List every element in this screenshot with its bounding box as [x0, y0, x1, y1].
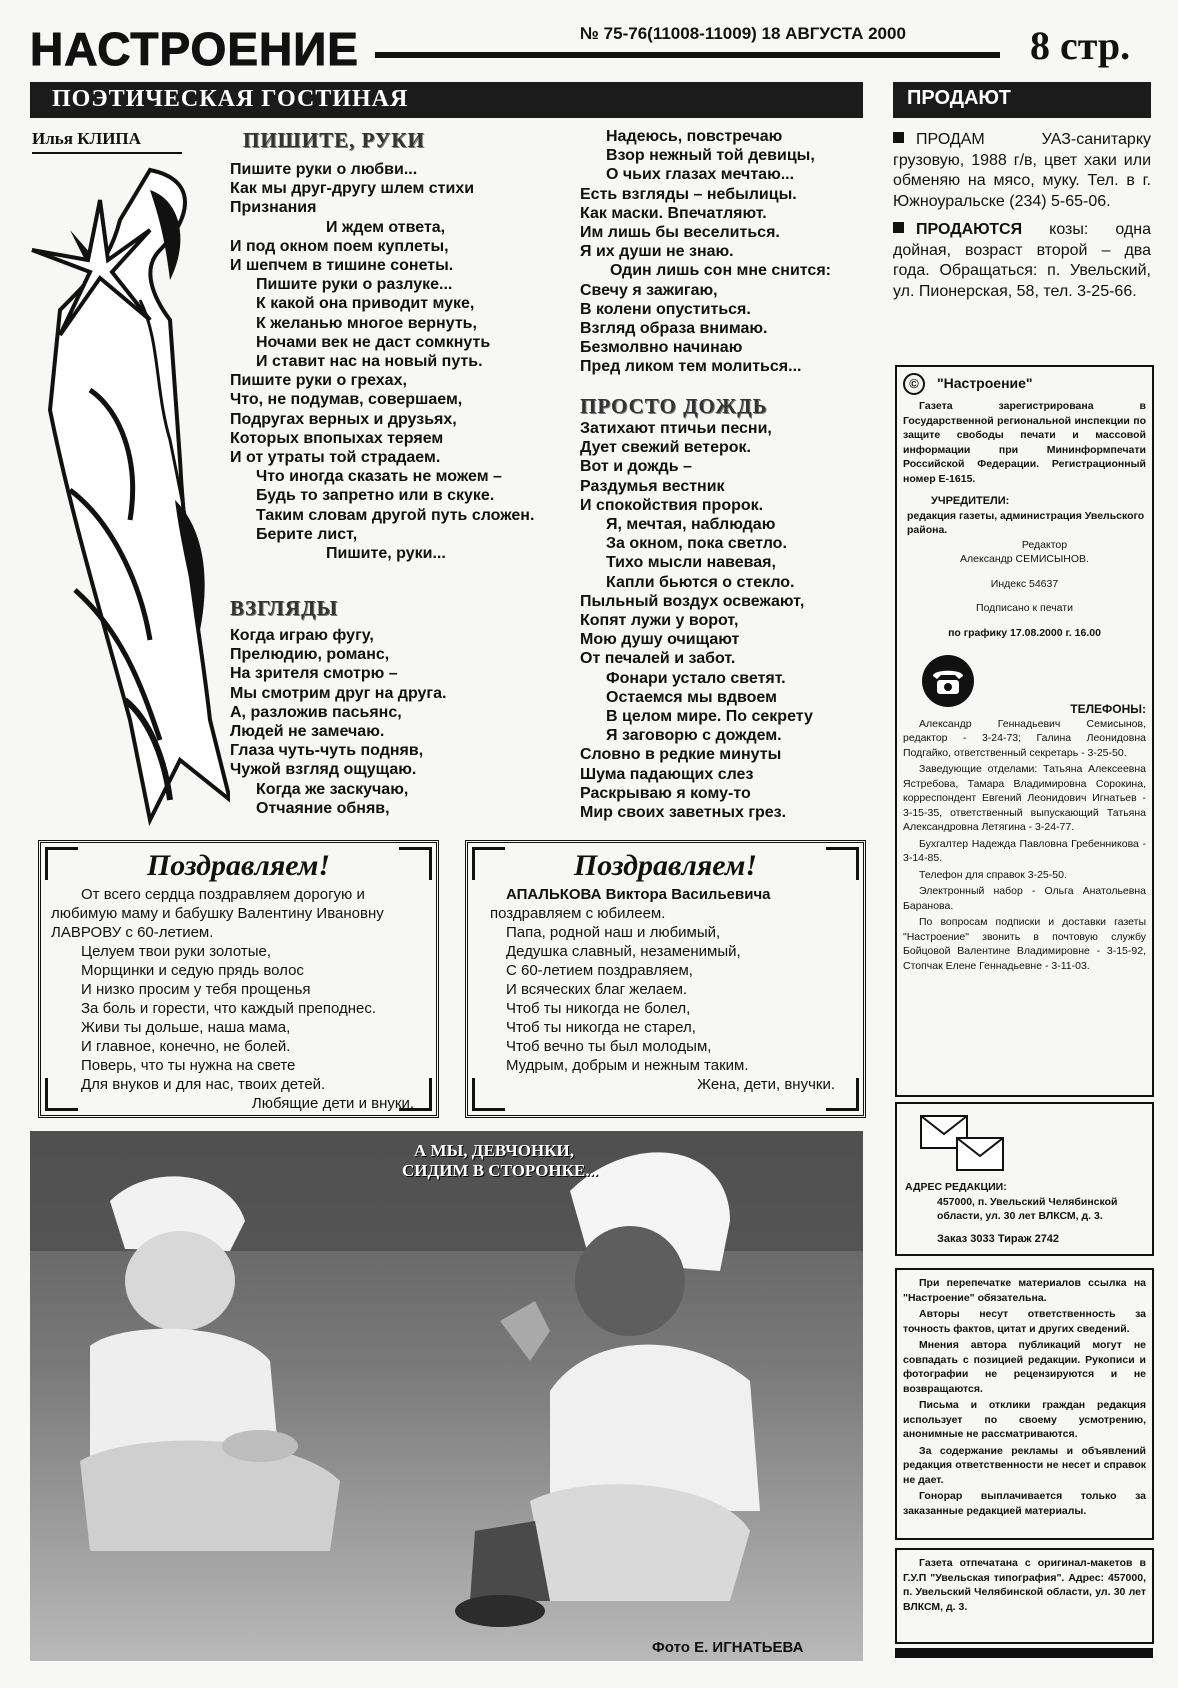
section-bar	[30, 82, 863, 118]
poem-line: Свечу я зажигаю,	[580, 281, 718, 299]
congrats-line: И всяческих благ желаем.	[506, 981, 688, 998]
poem-line: Что иногда сказать не можем –	[256, 468, 502, 486]
poem-line: В колени опуститься.	[580, 300, 751, 318]
section-title: ПОЭТИЧЕСКАЯ ГОСТИНАЯ	[52, 86, 409, 112]
poem-line: От печалей и забот.	[580, 650, 736, 668]
poem-line: Безмолвно начинаю	[580, 339, 743, 357]
poem-line: Пишите руки о разлуке...	[256, 276, 453, 294]
poem-line: Которых впопыхах теряем	[230, 429, 444, 447]
masthead: НАСТРОЕНИЕ	[30, 23, 359, 75]
ornament-corner	[472, 847, 505, 880]
notice-item: Письма и отклики граждан редакция использует по своему усмотрению, анонимные не рассматриваются.	[903, 1399, 1146, 1440]
poem-line: О чьих глазах мечтаю...	[606, 166, 795, 184]
phones-item: Александр Геннадьевич Семисынов, редактор - 3-24-73; Галина Леонидовна Подгайко, ответственный секретарь - 3-25-50.	[903, 717, 1146, 759]
poem-line: Когда играю фугу,	[230, 627, 374, 644]
poem-line: Я, мечтая, наблюдаю	[606, 516, 776, 534]
address-text: 457000, п. Увельский Челябинской области, ул. 30 лет ВЛКСМ, д. 3.	[937, 1195, 1118, 1222]
poem-line: Отчаяние обняв,	[256, 799, 390, 817]
poem-line: Будь то запретно или в скуке.	[256, 487, 495, 505]
phones-item: Заведующие отделами: Татьяна Алексеевна Ястребова, Тамара Владимировна Сорокина, корреспондент Евгений Леонидович Игнатьев - 3-15-35, ответственный выпускающий Татьяна Александровна Летягина - 3-24-77.	[903, 763, 1146, 833]
congrats-line: Чтоб ты никогда не болел,	[506, 1000, 691, 1017]
telephone-icon	[921, 654, 975, 708]
poem-line: Я заговорю с дождем.	[606, 727, 782, 745]
poem-line: Пишите, руки...	[326, 545, 446, 563]
founders: редакция газеты, администрация Увельского района.	[907, 509, 1145, 536]
ornament-corner	[826, 1078, 859, 1111]
notice-item: За содержание рекламы и объявлений редакция ответственности не несет и справок не дает.	[903, 1444, 1146, 1486]
poem-line: К какой она приводит муке,	[256, 295, 475, 313]
poem-line: Когда же заскучаю,	[256, 780, 409, 798]
poem-title-pishite: ПИШИТЕ, РУКИ	[243, 128, 425, 152]
poem-line: Пишите руки о грехах,	[230, 372, 407, 390]
bullet-icon	[893, 132, 904, 143]
quill-illustration	[30, 160, 230, 840]
poem-line: Остаемся мы вдвоем	[606, 688, 777, 706]
printer-text: Газета отпечатана с оригинал-макетов в Г.У.П "Увельская типография". Адрес: 457000, п. Увельский Челябинской области, ул. 30 лет ВЛКСМ, д. 3.	[903, 1557, 1146, 1613]
poem-line: Дует свежий ветерок.	[580, 439, 751, 457]
poem-line: И от утраты той страдаем.	[230, 449, 441, 467]
author-name: Илья КЛИПА	[32, 129, 141, 148]
phones-item: По вопросам подписки и доставки газеты "Настроение" звонить в почтовую службу Бойцовой Валентине Владимировне - 3-15-92, Стопчак Елене Геннадьевне - 3-11-03.	[903, 916, 1146, 972]
poem-line: И спокойствия пророк.	[580, 496, 764, 514]
phones-item: Электронный набор - Ольга Анатольевна Баранова.	[903, 885, 1146, 912]
ad-uaz: ПРОДАМ УАЗ-санитарку грузовую, 1988 г/в, цвет хаки или обменяю на мясо, муку. Тел. в г. Южноуральске (234) 5-65-06.	[893, 131, 1151, 210]
congrats-line: Мудрым, добрым и нежным таким.	[506, 1057, 749, 1074]
congrats-line: За боль и горести, что каждый преподнес.	[81, 1000, 377, 1017]
congrats-line: Чтоб вечно ты был молодым,	[506, 1038, 712, 1055]
ornament-corner	[472, 1078, 505, 1111]
congrats-line: И главное, конечно, не болей.	[81, 1038, 291, 1055]
poem-line: Подругах верных и друзьях,	[230, 410, 457, 428]
congrats-name: АПАЛЬКОВА Виктора Васильевича	[506, 886, 771, 903]
poem-line: Раздумья вестник	[580, 477, 725, 495]
poem-line: Взор нежный той девицы,	[606, 147, 815, 165]
poem-line: Мы смотрим друг на друга.	[230, 684, 447, 702]
poem-line: Копят лужи у ворот,	[580, 612, 739, 630]
imprint-box	[895, 365, 1154, 1097]
poem-line: Признания	[230, 199, 317, 217]
congrats-line: Живи ты дольше, наша мама,	[81, 1019, 291, 1036]
poem-title-dozhd: ПРОСТО ДОЖДЬ	[580, 394, 768, 418]
congrats-line: С 60-летием поздравляем,	[506, 962, 693, 979]
poem-line: Берите лист,	[256, 525, 358, 543]
issue-info: № 75-76(11008-11009) 18 АВГУСТА 2000	[580, 24, 906, 43]
congrats-line: И низко просим у тебя прощенья	[81, 981, 311, 998]
notice-item: Авторы несут ответственность за точность фактов, цитат и других сведений.	[903, 1308, 1146, 1335]
congrats-line: Для внуков и для нас, твоих детей.	[81, 1076, 326, 1093]
notice-box	[895, 1268, 1154, 1540]
sell-bar	[893, 82, 1151, 118]
page-number: 8 стр.	[1030, 23, 1131, 68]
notice-item: Гонорар выплачивается только за заказанные редакцией материалы.	[903, 1490, 1146, 1517]
poem-line: И ставит нас на новый путь.	[256, 353, 483, 371]
poem-line: К желанью многое вернуть,	[256, 314, 477, 332]
copyright-icon: ©	[903, 373, 925, 395]
phones-item: Бухгалтер Надежда Павловна Гребенникова - 3-14-85.	[903, 837, 1146, 864]
congrats-box-lavrova	[38, 840, 439, 1118]
imprint-header: © "Настроение"	[903, 373, 1146, 395]
congrats-line: Поверь, что ты нужна на свете	[81, 1057, 296, 1074]
printer-box	[895, 1548, 1154, 1644]
poem-line: Словно в редкие минуты	[580, 746, 782, 764]
poem-line: На зрителя смотрю –	[230, 665, 398, 683]
poem-line: Надеюсь, повстречаю	[606, 128, 783, 145]
imprint-registration: Газета зарегистрирована в Государственной региональной инспекции по защите свободы печати и массовой информации при Мининформпечати Российской Федерации. Регистрационный номер Е-1615.	[903, 400, 1146, 485]
poem-line: Как мы друг-другу шлем стихи	[230, 180, 475, 198]
poem-line: Есть взгляды – небылицы.	[580, 185, 797, 203]
address-box	[895, 1102, 1154, 1256]
editor-label: Редактор	[1021, 538, 1068, 551]
phones-label: ТЕЛЕФОНЫ:	[1070, 702, 1146, 716]
photo-children	[30, 1131, 863, 1661]
ornament-corner	[399, 1078, 432, 1111]
ad-goats: ПРОДАЮТСЯ козы: одна дойная, возраст второй – два года. Обращаться: п. Увельский, ул. Пионерская, 58, тел. 3-25-66.	[893, 221, 1151, 300]
poem-line: Ночами век не даст сомкнуть	[256, 333, 491, 351]
poem-line: Глаза чуть-чуть подняв,	[230, 742, 424, 760]
poem-line: Что, не подумав, совершаем,	[230, 391, 463, 409]
poem-title-vzglyady: ВЗГЛЯДЫ	[230, 596, 339, 620]
envelopes-icon	[919, 1114, 1009, 1174]
congrats-intro: поздравляем с юбилеем.	[490, 905, 666, 922]
phones-item: Телефон для справок 3-25-50.	[919, 868, 1067, 881]
founders-label: УЧРЕДИТЕЛИ:	[931, 495, 1010, 507]
poem-line: Затихают птичьи песни,	[580, 420, 772, 437]
poem-pishite	[230, 160, 534, 563]
author-rule	[32, 152, 182, 154]
poem-line: Тихо мысли навевая,	[606, 554, 776, 572]
classified-ads	[893, 130, 1151, 310]
poem-line: Вот и дождь –	[580, 458, 692, 476]
poem-line: Раскрываю я кому-то	[580, 784, 751, 802]
poem-line: За окном, пока светло.	[606, 535, 787, 553]
order-info: Заказ 3033 Тираж 2742	[937, 1232, 1060, 1245]
editor-name: Александр СЕМИСЫНОВ.	[960, 553, 1089, 565]
poem-line: Пыльный воздух освежают,	[580, 592, 805, 610]
photo-caption: А МЫ, ДЕВЧОНКИ, СИДИМ В СТОРОНКЕ...	[402, 1141, 599, 1180]
poem-line: Один лишь сон мне снится:	[610, 262, 831, 280]
photo-credit: Фото Е. ИГНАТЬЕВА	[652, 1639, 804, 1656]
poem-line: Им лишь бы веселиться.	[580, 224, 780, 242]
sell-title: ПРОДАЮТ	[907, 87, 1011, 109]
poem-line: Взгляд образа внимаю.	[580, 320, 768, 338]
poem-line: Таким словам другой путь сложен.	[256, 506, 535, 524]
congrats-line: Морщинки и седую прядь волос	[81, 962, 304, 979]
poem-line: Пред ликом тем молиться...	[580, 358, 802, 376]
poem-line: Людей не замечаю.	[230, 723, 385, 741]
poem-line: Прелюдию, романс,	[230, 646, 390, 664]
congrats-signature: Любящие дети и внуки.	[251, 1095, 414, 1112]
congrats-line: Дедушка славный, незаменимый,	[506, 943, 741, 960]
index: Индекс 54637	[990, 577, 1059, 590]
poem-line: Чужой взгляд ощущаю.	[230, 761, 417, 779]
congrats-box-apalkov	[465, 840, 866, 1118]
poem-line: И под окном поем куплеты,	[230, 237, 449, 255]
ornament-corner	[45, 847, 78, 880]
poem-line: Я их души не знаю.	[580, 243, 734, 261]
congrats-signature: Жена, дети, внучки.	[697, 1076, 835, 1093]
poem-line: И шепчем в тишине сонеты.	[230, 257, 454, 275]
congrats-title: Поздравляем!	[146, 849, 331, 882]
poem-line: Мою душу очищают	[580, 631, 740, 649]
notice-item: Мнения автора публикаций могут не совпадать с позицией редакции. Рукописи и фотографии не рецензируются и не возвращаются.	[903, 1339, 1146, 1395]
poem-vzglyady-cont	[580, 127, 831, 377]
poem-dozhd	[580, 419, 813, 822]
ornament-corner	[399, 847, 432, 880]
signed-label: Подписано к печати	[976, 602, 1073, 614]
poem-line: А, разложив пасьянс,	[230, 703, 402, 721]
address-label: АДРЕС РЕДАКЦИИ:	[905, 1181, 1007, 1193]
poem-line: Капли бьются о стекло.	[606, 573, 795, 591]
photo-image	[30, 1131, 863, 1661]
ornament-corner	[826, 847, 859, 880]
poem-vzglyady	[230, 626, 446, 818]
poem-line: Фонари устало светят.	[606, 669, 786, 687]
poem-line: Шума падающих слез	[580, 765, 754, 783]
bottom-rule	[895, 1648, 1153, 1658]
poem-line: Пишите руки о любви...	[230, 161, 418, 178]
signed-schedule: по графику 17.08.2000 г. 16.00	[948, 626, 1101, 639]
congrats-line: Чтоб ты никогда не старел,	[506, 1019, 696, 1036]
masthead-rule	[375, 52, 1000, 58]
notice-item: При перепечатке материалов ссылка на "Настроение" обязательна.	[903, 1277, 1146, 1304]
congrats-line: Целуем твои руки золотые,	[81, 943, 272, 960]
poem-line: Мир своих заветных грез.	[580, 804, 787, 822]
congrats-line: Папа, родной наш и любимый,	[506, 924, 721, 941]
bullet-icon	[893, 222, 904, 233]
poem-line: В целом мире. По секрету	[606, 708, 813, 726]
poem-line: И ждем ответа,	[326, 218, 446, 236]
congrats-title: Поздравляем!	[573, 849, 758, 882]
ornament-corner	[45, 1078, 78, 1111]
poem-line: Как маски. Впечатляют.	[580, 204, 767, 222]
congrats-intro: От всего сердца поздравляем дорогую и любимую маму и бабушку Валентину Ивановну ЛАВРОВУ с 60-летием.	[51, 886, 384, 941]
